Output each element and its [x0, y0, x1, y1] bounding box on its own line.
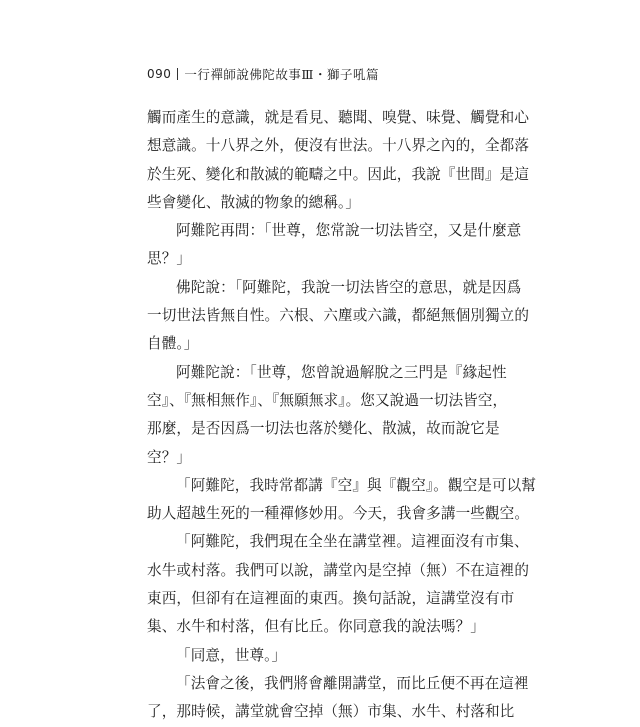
text-line: 想意識。十八界之外，便沒有世法。十八界之內的，全都落	[147, 137, 530, 155]
text-line: 「阿難陀，我時常都講『空』與『觀空』。觀空是可以幫	[176, 476, 537, 494]
text-line: 「同意，世尊。」	[176, 646, 287, 664]
page-number: 090	[147, 67, 172, 81]
text-line: 了，那時候，講堂就會空掉（無）市集、水牛、村落和比	[147, 703, 515, 721]
text-line: 佛陀說：「阿難陀，我說一切法皆空的意思，就是因爲	[176, 278, 522, 296]
text-line: 那麼，是否因爲一切法也落於變化、散滅，故而說它是	[147, 420, 500, 438]
text-line: 「阿難陀，我們現在全坐在講堂裡。這裡面沒有市集、	[176, 533, 529, 551]
text-line: 空？」	[147, 448, 192, 466]
text-line: 思？」	[147, 250, 192, 268]
text-line: 於生死、變化和散滅的範疇之中。因此，我說『世間』是這	[147, 165, 530, 183]
text-line: 水牛或村落。我們可以說，講堂內是空掉（無）不在這裡的	[147, 561, 530, 579]
text-line: 助人超越生死的一種禪修妙用。今天，我會多講一些觀空。	[147, 505, 530, 523]
text-line: 阿難陀再問：「世尊，您常說一切法皆空，又是什麼意	[176, 222, 522, 240]
header-divider	[177, 68, 178, 80]
text-line: 「法會之後，我們將會離開講堂，而比丘便不再在這裡	[176, 674, 529, 692]
running-title: 一行禪師說佛陀故事Ⅲ・獅子吼篇	[184, 67, 379, 82]
text-line: 阿難陀說：「世尊，您曾說過解脫之三門是『緣起性	[176, 363, 507, 381]
text-line: 東西，但卻有在這裡面的東西。換句話說，這講堂沒有市	[147, 590, 515, 608]
body-text	[147, 104, 537, 727]
text-line: 自體。」	[147, 335, 199, 353]
text-line: 觸而產生的意識，就是看見、聽聞、嗅覺、味覺、觸覺和心	[147, 109, 530, 126]
text-line: 一切世法皆無自性。六根、六塵或六識，都絕無個別獨立的	[147, 307, 530, 325]
page-header	[147, 64, 379, 84]
text-line: 些會變化、散滅的物象的總稱。」	[147, 193, 361, 211]
text-line: 集、水牛和村落，但有比丘。你同意我的說法嗎？」	[147, 618, 485, 636]
text-line: 空』、『無相無作』、『無願無求』。您又說過一切法皆空，	[147, 391, 508, 409]
